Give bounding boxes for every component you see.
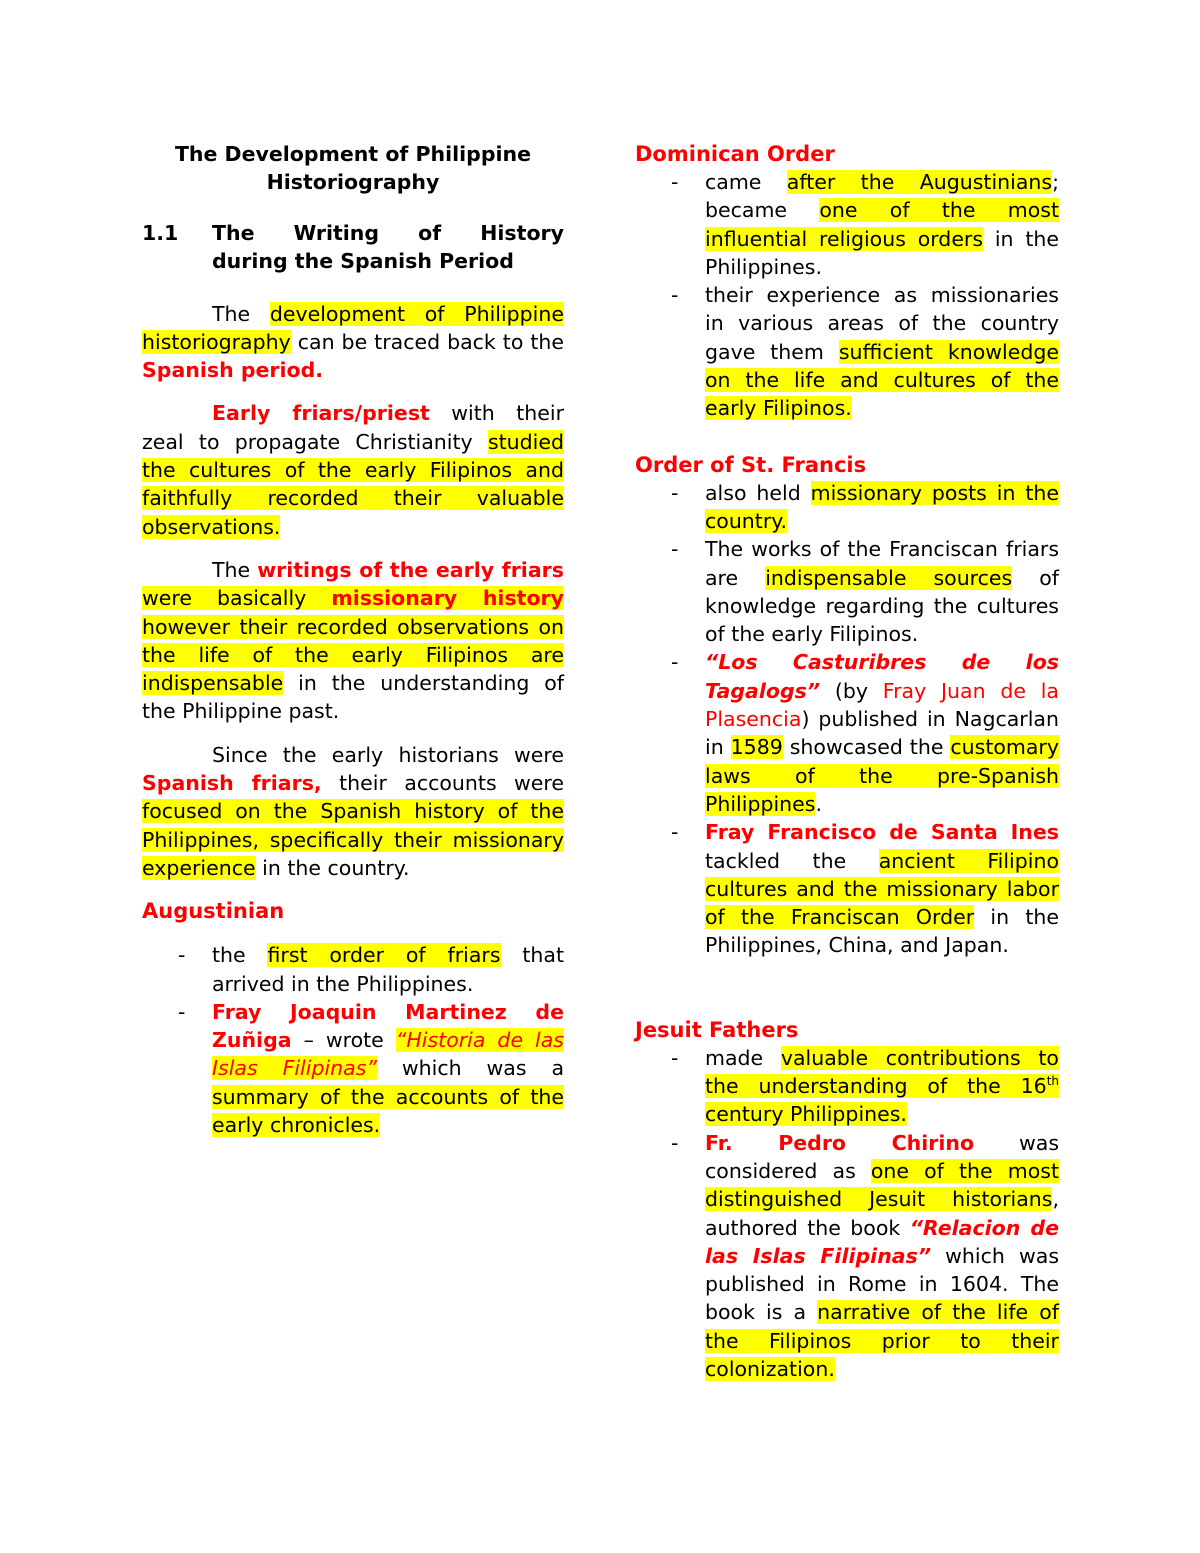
heading-dominican: Dominican Order bbox=[635, 142, 835, 166]
right-column bbox=[635, 140, 1059, 1383]
section-number: 1.1 bbox=[142, 221, 179, 245]
section-heading bbox=[142, 219, 564, 276]
paragraph-origin: The development of Philippine historiography can be traced back to the Spanish period. bbox=[142, 301, 564, 383]
augustinian-list bbox=[142, 941, 564, 1139]
paragraph-spanish-friars: Since the early historians were Spanish friars, their accounts were focused on the Spanish history of the Philippines, specifically their missionary experience in the country. bbox=[142, 742, 564, 880]
francis-list bbox=[635, 479, 1059, 960]
section-title: The Writing of History during the Spanish Period bbox=[212, 221, 564, 274]
list-item: - their experience as missionaries in various areas of the country gave them sufficient knowledge on the life and cultures of the early Filipinos. bbox=[635, 281, 1059, 422]
list-item: - Fray Joaquin Martinez de Zuñiga – wrote “Historia de las Islas Filipinas” which was a summary of the accounts of the early chronicles. bbox=[142, 998, 564, 1139]
left-column bbox=[142, 140, 564, 1139]
dominican-list bbox=[635, 168, 1059, 423]
paragraph-writings: The writings of the early friars were basically missionary history however their recorded observations on the life of the early Filipinos are indispensable in the understanding of the Philippine past. bbox=[142, 557, 564, 724]
heading-jesuit: Jesuit Fathers bbox=[635, 1017, 799, 1042]
list-item: - made valuable contributions to the understanding of the 16th century Philippines. bbox=[635, 1044, 1059, 1129]
document-title: The Development of Philippine Historiography bbox=[174, 142, 532, 194]
list-item: - the first order of friars that arrived in the Philippines. bbox=[142, 941, 564, 998]
list-item: - The works of the Franciscan friars are indispensable sources of knowledge regarding the cultures of the early Filipinos. bbox=[635, 535, 1059, 648]
jesuit-list bbox=[635, 1044, 1059, 1384]
list-item: - came after the Augustinians; became one of the most influential religious orders in the Philippines. bbox=[635, 168, 1059, 281]
list-item: - Fr. Pedro Chirino was considered as one of the most distinguished Jesuit historians, authored the book “Relacion de las Islas Filipinas” which was published in Rome in 1604. The book is a narrative of the life of the Filipinos prior to their colonization. bbox=[635, 1129, 1059, 1384]
list-item: - “Los Casturibres de los Tagalogs” (by Fray Juan de la Plasencia) published in Nagcarlan in 1589 showcased the customary laws of the pre-Spanish Philippines. bbox=[635, 648, 1059, 818]
paragraph-early-friars: Early friars/priest with their zeal to propagate Christianity studied the cultures of the early Filipinos and faithfully recorded their valuable observations. bbox=[142, 401, 564, 539]
heading-augustinian: Augustinian bbox=[142, 899, 285, 924]
list-item: - Fray Francisco de Santa Ines tackled the ancient Filipino cultures and the missionary labor of the Franciscan Order in the Philippines, China, and Japan. bbox=[635, 818, 1059, 959]
list-item: - also held missionary posts in the country. bbox=[635, 479, 1059, 536]
heading-st-francis: Order of St. Francis bbox=[635, 452, 867, 477]
